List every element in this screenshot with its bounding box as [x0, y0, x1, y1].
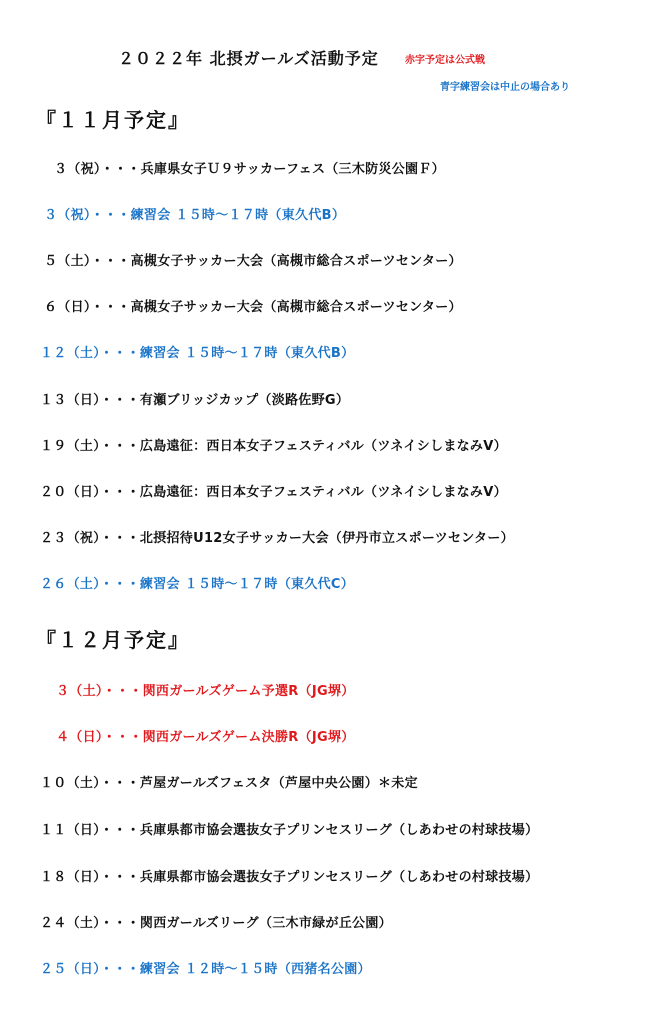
november-heading: 『１１月予定』: [36, 108, 190, 132]
november-row: １２（土）・・・練習会 １５時〜１７時（東久代B）: [40, 346, 355, 361]
official-match-note: 赤字予定は公式戦: [405, 55, 485, 66]
november-row: ６（日）・・・高槻女子サッカー大会（高槻市総合スポーツセンター）: [44, 300, 462, 315]
november-row: ２０（日）・・・広島遠征：西日本女子フェスティバル（ツネイシしまなみV）: [40, 485, 507, 500]
december-row: ３（土）・・・関西ガールズゲーム予選R（JG堺）: [56, 684, 355, 699]
december-heading: 『１２月予定』: [36, 628, 190, 652]
december-row: ２４（土）・・・関西ガールズリーグ（三木市緑が丘公園）: [40, 916, 392, 931]
december-row: ２５（日）・・・練習会 １２時〜１５時（西猪名公園）: [40, 962, 371, 977]
november-row: ３（祝）・・・兵庫県女子Ｕ９サッカーフェス（三木防災公園Ｆ）: [54, 162, 445, 177]
title-row: [0, 44, 646, 72]
practice-note: 青字練習会は中止の場合あり: [440, 82, 570, 93]
december-row: ４（日）・・・関西ガールズゲーム決勝R（JG堺）: [56, 730, 355, 745]
december-row: １８（日）・・・兵庫県都市協会選抜女子プリンセスリーグ（しあわせの村球技場）: [40, 870, 539, 885]
november-row: ５（土）・・・高槻女子サッカー大会（高槻市総合スポーツセンター）: [44, 254, 462, 269]
november-row: ３（祝）・・・練習会 １５時〜１７時（東久代B）: [44, 208, 346, 223]
november-row: ２６（土）・・・練習会 １５時〜１７時（東久代C）: [40, 577, 355, 592]
november-row: １３（日）・・・有瀬ブリッジカップ（淡路佐野G）: [40, 393, 350, 408]
december-row: １１（日）・・・兵庫県都市協会選抜女子プリンセスリーグ（しあわせの村球技場）: [40, 823, 539, 838]
december-row: １０（土）・・・芦屋ガールズフェスタ（芦屋中央公園）＊未定: [40, 776, 418, 791]
november-row: ２３（祝）・・・北摂招待U12女子サッカー大会（伊丹市立スポーツセンター）: [40, 531, 514, 546]
page-title: ２０２２年 北摂ガールズ活動予定: [118, 49, 379, 68]
november-row: １９（土）・・・広島遠征：西日本女子フェスティバル（ツネイシしまなみV）: [40, 439, 507, 454]
